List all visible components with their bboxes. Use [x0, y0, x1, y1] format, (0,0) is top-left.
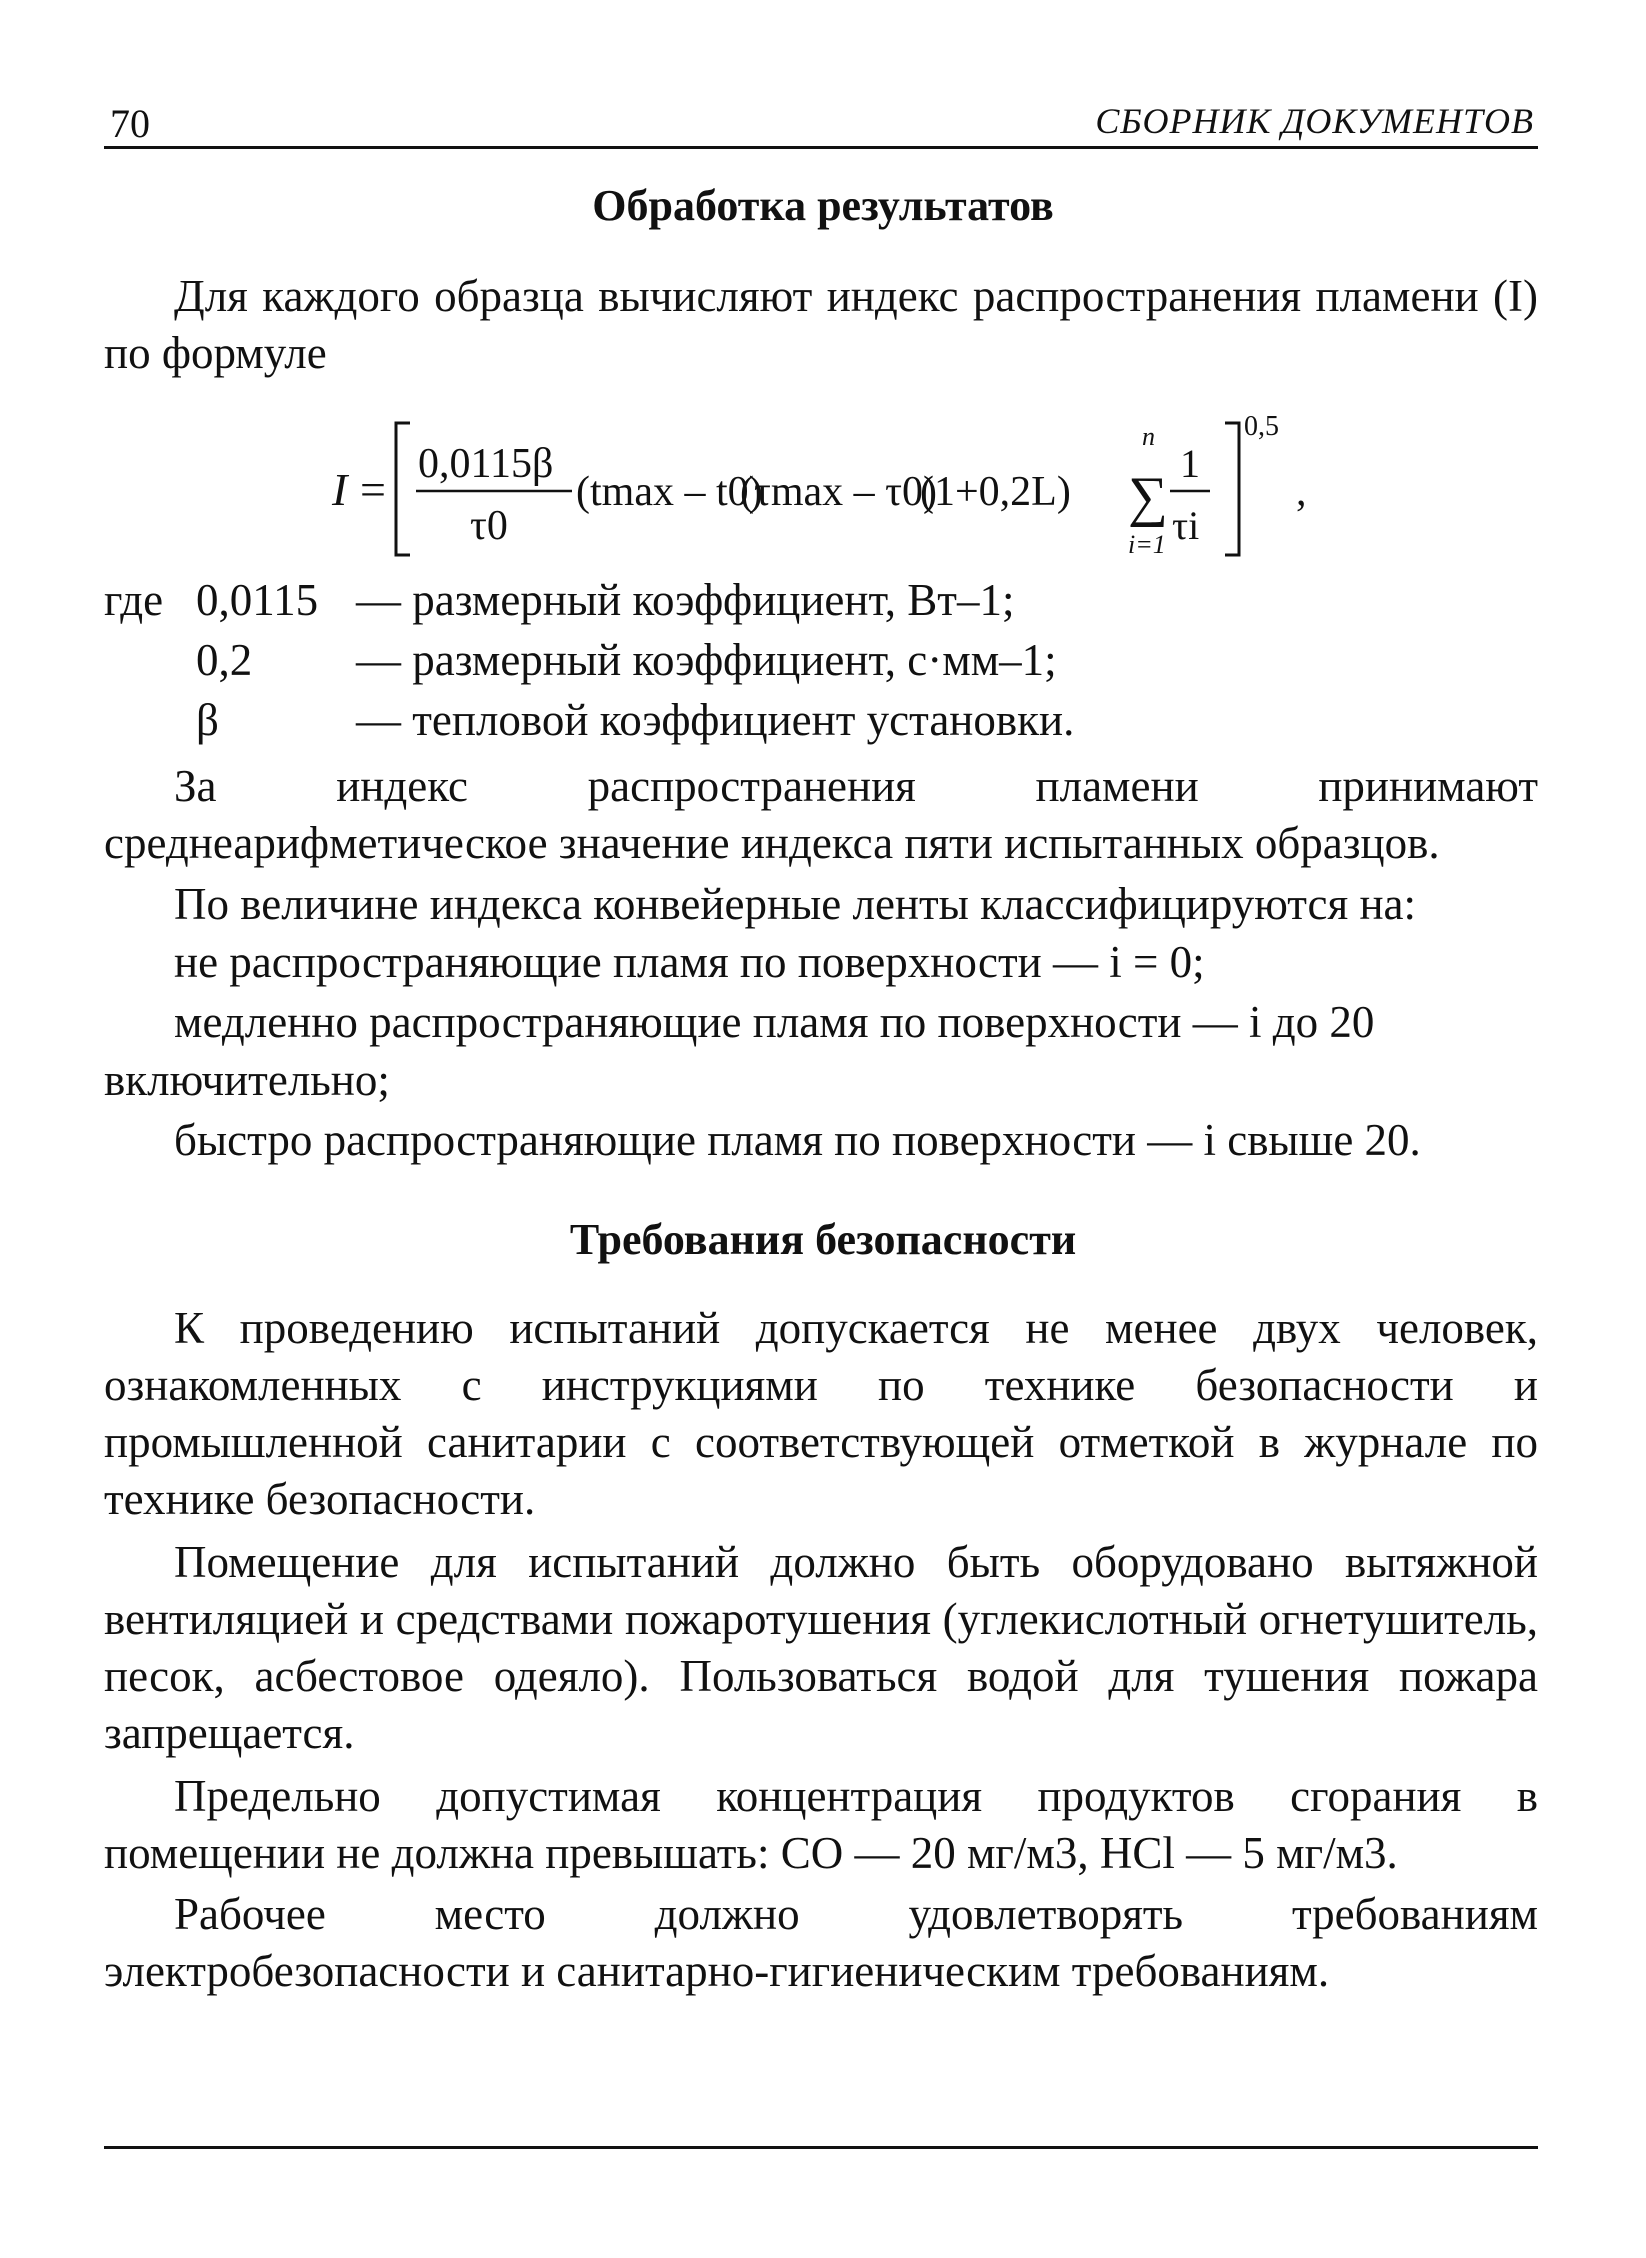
safety-paragraph: Помещение для испытаний должно быть оборудовано вытяжной вентиляцией и средствами пожаротушения (углекислотный огнетушитель, песок, асбестовое одеяло). Пользоваться водой для тушения пожара запрещается. — [104, 1537, 1538, 1758]
definition-symbol: β — [196, 695, 219, 745]
formula-lhs: I — [332, 464, 348, 515]
classification-intro: По величине индекса конвейерные ленты классифицируются на: — [174, 879, 1417, 929]
definition-prefix: где — [104, 575, 164, 625]
formula-denom: τ0 — [470, 503, 508, 549]
definition-text: — размерный коэффициент, с·мм–1; — [356, 635, 1057, 685]
safety-paragraph: К проведению испытаний допускается не менее двух человек, ознакомленных с инструкциями по технике безопасности и промышленной санитарии с соответствующей отметкой в журнале по технике безопасности. — [104, 1303, 1538, 1524]
formula-equals: = — [360, 464, 386, 515]
definition-text: — размерный коэффициент, Вт–1; — [356, 575, 1015, 625]
left-bracket — [396, 423, 410, 555]
formula-exponent: 0,5 — [1244, 411, 1279, 442]
flame-index-formula — [320, 405, 1420, 580]
intro-paragraph: Для каждого образца вычисляют индекс распространения пламени (I) по формуле — [104, 271, 1538, 378]
safety-paragraph: Предельно допустимая концентрация продуктов сгорания в помещении не должна превышать: СО — 20 мг/м3, HCl — 5 мг/м3. — [104, 1771, 1538, 1878]
footer-rule — [104, 2146, 1538, 2149]
sum-lower: i=1 — [1128, 530, 1166, 559]
page-header — [104, 96, 1538, 149]
formula-coef: 0,0115β — [418, 441, 554, 487]
sum-upper: n — [1142, 422, 1155, 451]
formula-factor1: (tmax – t0) — [576, 469, 763, 515]
formula-trailing: , — [1296, 469, 1307, 515]
mean-value-paragraph: За индекс распространения пламени принимают среднеарифметическое значение индекса пяти испытанных образцов. — [104, 761, 1538, 868]
definition-symbol: 0,0115 — [196, 575, 319, 625]
sigma-symbol: ∑ — [1128, 466, 1168, 528]
sum-term-num: 1 — [1180, 441, 1200, 486]
definition-symbol: 0,2 — [196, 635, 253, 685]
page-number: 70 — [110, 101, 150, 146]
formula-factor3: (1+0,2L) — [920, 469, 1071, 515]
definition-text: — тепловой коэффициент установки. — [356, 695, 1075, 745]
classification-item: медленно распространяющие пламя по поверхности — i до 20 — [174, 997, 1375, 1047]
safety-paragraph: Рабочее место должно удовлетворять требованиям электробезопасности и санитарно-гигиеническим требованиям. — [104, 1889, 1538, 1996]
sum-term-den: τi — [1172, 503, 1200, 548]
classification-item: не распространяющие пламя по поверхности — i = 0; — [174, 937, 1205, 987]
classification-item: быстро распространяющие пламя по поверхности — i свыше 20. — [174, 1115, 1421, 1165]
running-title: СБОРНИК ДОКУМЕНТОВ — [1095, 101, 1534, 141]
right-bracket — [1225, 423, 1239, 555]
section-title-processing: Обработка результатов — [592, 181, 1054, 230]
section-title-safety: Требования безопасности — [569, 1215, 1077, 1264]
formula-factor2: (τmax – τ0) — [740, 469, 938, 515]
classification-item-continued: включительно; — [104, 1055, 390, 1105]
